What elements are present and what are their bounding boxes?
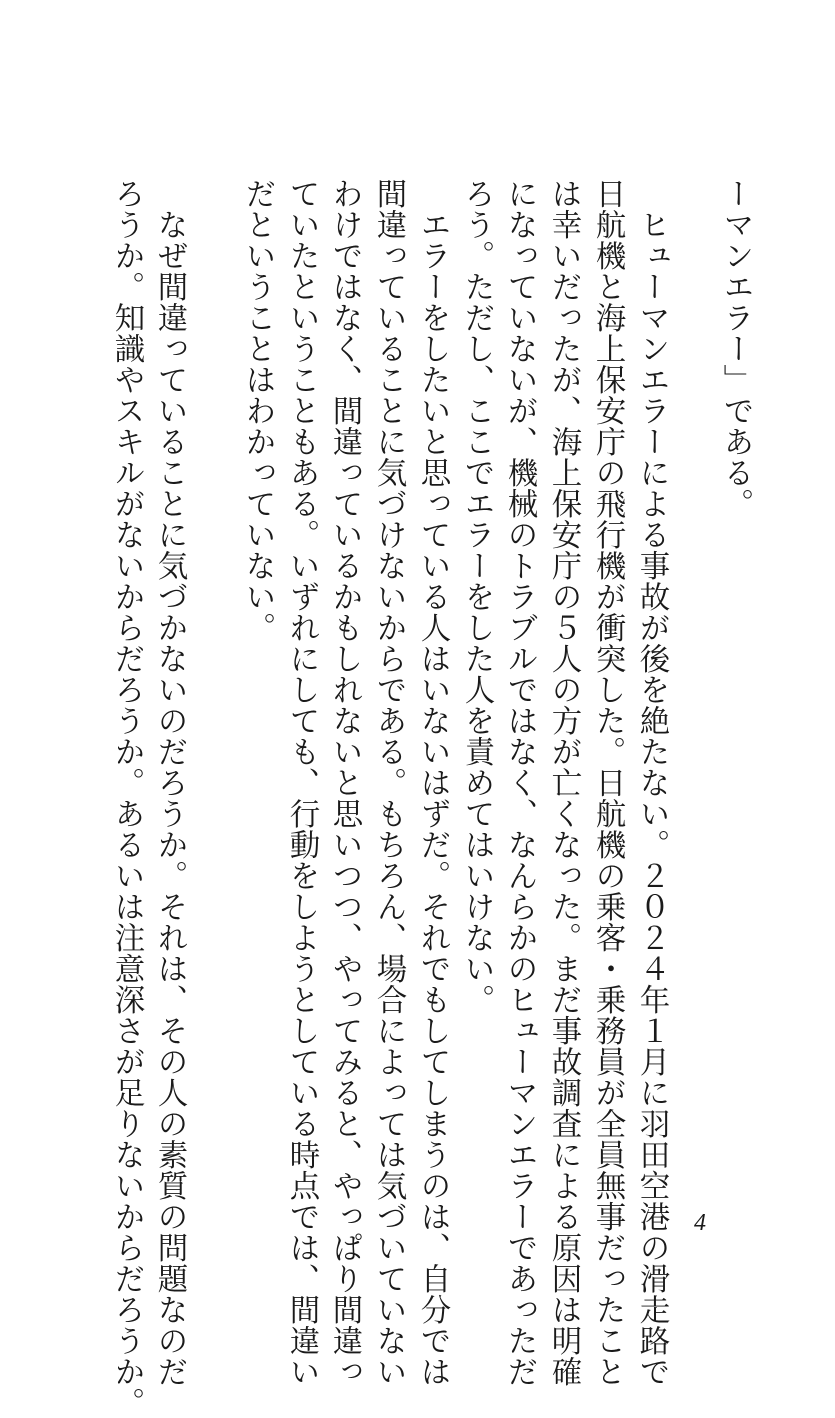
page-number: 4 (694, 1210, 706, 1236)
text-line: ろうか。知識やスキルがないからだろうか。あるいは注意深さが足りないからだろうか。 (109, 178, 144, 1418)
text-line: 間違っていることに気づけないからである。もちろん、場合によっては気づいていない (371, 178, 406, 1387)
text-line: ていたということもある。いずれにしても、行動をしようとしている時点では、間違い (284, 178, 319, 1387)
text-line: だということはわかっていない。 (240, 178, 275, 643)
text-line: ろう。ただし、ここでエラーをした人を責めてはいけない。 (459, 178, 494, 1015)
text-line: になっていないが、機械のトラブルではなく、なんらかのヒューマンエラーであっただ (502, 178, 537, 1387)
text-line: は幸いだったが、海上保安庁の５人の方が亡くなった。まだ事故調査による原因は明確 (546, 178, 581, 1387)
text-line: ヒューマンエラーによる事故が後を絶たない。２０２４年１月に羽田空港の滑走路で (634, 178, 669, 1387)
text-line: エラーをしたいと思っている人はいないはずだ。それでもしてしまうのは、自分では (415, 178, 450, 1387)
text-line: わけではなく、間違っているかもしれないと思いつつ、やってみると、やっぱり間違っ (327, 178, 362, 1387)
text-line: ーマンエラー」である。 (718, 178, 753, 519)
text-line: 日航機と海上保安庁の飛行機が衝突した。日航機の乗客・乗務員が全員無事だったこと (590, 178, 625, 1387)
text-line: なぜ間違っていることに気づかないのだろうか。それは、その人の素質の問題なのだ (152, 178, 187, 1387)
